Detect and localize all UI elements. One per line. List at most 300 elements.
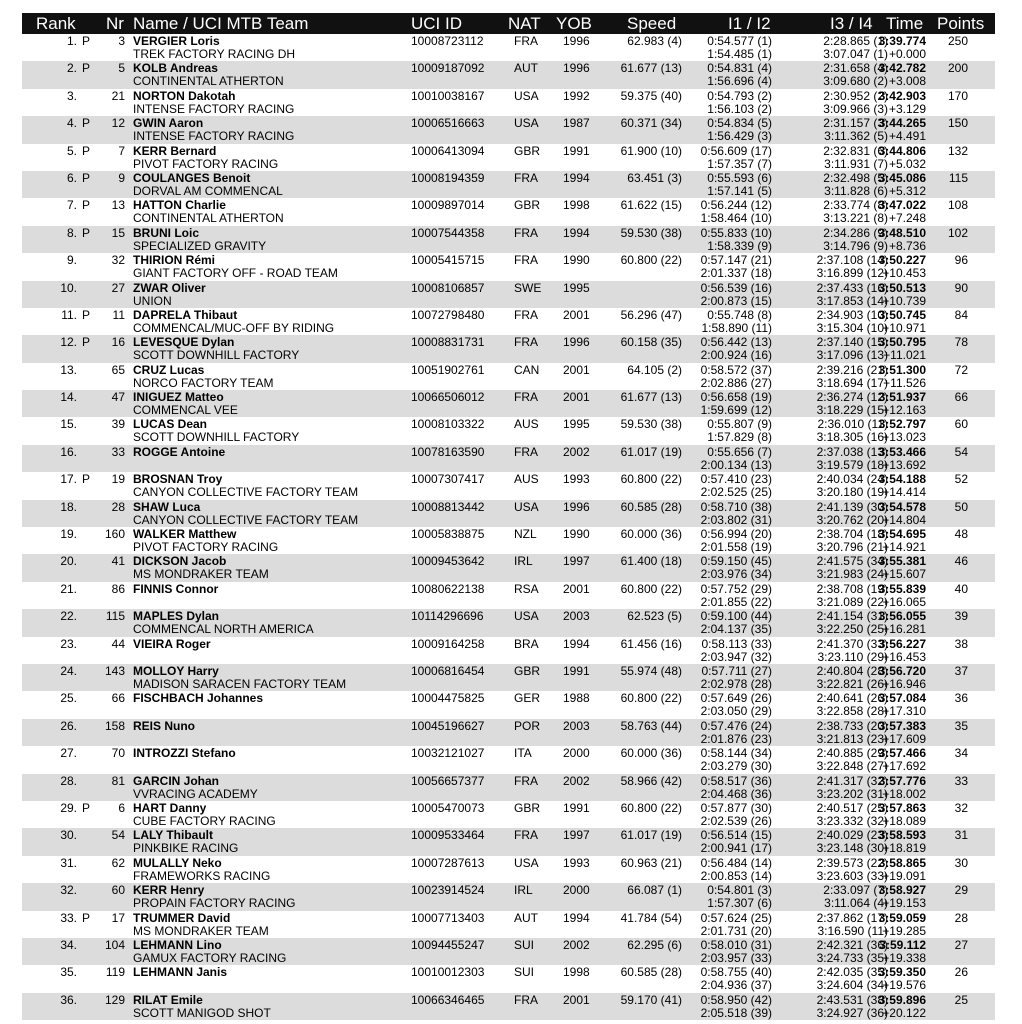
bib-number: 3 xyxy=(118,34,125,48)
split-i3: 2:32.498 (5) xyxy=(823,170,888,185)
finish-time: 3:57.776 xyxy=(878,773,926,788)
points-value: 78 xyxy=(954,335,968,350)
split-i3: 2:41.139 (30) xyxy=(816,499,888,514)
points-value: 34 xyxy=(954,746,968,761)
split-i1: 0:56.539 (16) xyxy=(700,280,772,295)
rider-name: BRUNI Loic xyxy=(133,225,199,240)
split-i1: 0:58.710 (38) xyxy=(700,499,772,514)
time-gap: +19.338 xyxy=(882,950,926,965)
split-i2: 1:56.429 (3) xyxy=(707,129,772,144)
split-i2: 2:01.876 (23) xyxy=(700,731,772,746)
team-name: SCOTT MANIGOD SHOT xyxy=(133,1005,271,1020)
split-i2: 2:03.802 (31) xyxy=(700,512,772,527)
year-of-birth: 2002 xyxy=(563,773,590,788)
rider-name: LUCAS Dean xyxy=(133,417,208,432)
rank-cell: 36. xyxy=(60,992,77,1007)
rank-cell: 4. xyxy=(66,116,77,131)
split-i3: 2:30.952 (2) xyxy=(823,88,888,103)
table-row xyxy=(22,89,995,116)
finish-time: 3:51.300 xyxy=(878,362,926,377)
time-gap: +17.310 xyxy=(882,704,926,719)
time-gap: +19.285 xyxy=(882,923,926,938)
rank-cell: 17. xyxy=(60,472,77,487)
table-row xyxy=(22,911,995,938)
team-name: NORCO FACTORY TEAM xyxy=(133,375,274,390)
table-row xyxy=(22,116,995,143)
rank-cell: 27. xyxy=(60,746,77,761)
rider-name: KERR Bernard xyxy=(133,143,217,158)
split-i1: 0:57.649 (26) xyxy=(700,691,772,706)
speed-value: 58.763 (44) xyxy=(620,718,682,733)
split-i2: 2:00.924 (16) xyxy=(700,348,772,363)
points-value: 27 xyxy=(954,937,968,952)
table-row xyxy=(22,554,995,581)
split-i2: 2:04.936 (37) xyxy=(700,978,772,993)
split-i1: 0:54.801 (3) xyxy=(707,883,772,898)
split-i1: 0:57.410 (23) xyxy=(700,472,772,487)
nationality: FRA xyxy=(514,828,538,843)
table-row xyxy=(22,582,995,609)
table-row xyxy=(22,746,995,773)
finish-time: 3:57.084 xyxy=(878,691,926,706)
split-i2: 1:59.699 (12) xyxy=(700,403,772,418)
priority-flag: P xyxy=(82,34,91,48)
year-of-birth: 2000 xyxy=(563,746,590,761)
year-of-birth: 2001 xyxy=(563,581,590,596)
split-i4: 3:22.848 (27) xyxy=(816,759,888,774)
finish-time: 3:56.055 xyxy=(878,609,926,624)
bib-number: 86 xyxy=(111,581,125,596)
bib-number: 70 xyxy=(111,746,125,761)
speed-value: 60.800 (22) xyxy=(620,253,682,268)
nationality: POR xyxy=(514,718,541,733)
speed-value: 66.087 (1) xyxy=(627,883,682,898)
year-of-birth: 1998 xyxy=(563,965,590,980)
speed-value: 55.974 (48) xyxy=(620,663,682,678)
speed-value: 59.375 (40) xyxy=(620,88,682,103)
uci-id: 10114296696 xyxy=(411,609,484,624)
points-value: 26 xyxy=(954,965,968,980)
split-i1: 0:58.950 (42) xyxy=(700,992,772,1007)
split-i1: 0:57.752 (29) xyxy=(700,581,772,596)
split-i1: 0:57.147 (21) xyxy=(700,253,772,268)
year-of-birth: 1996 xyxy=(563,499,590,514)
nationality: AUS xyxy=(514,417,539,432)
split-i4: 3:16.590 (11) xyxy=(817,923,888,938)
priority-flag: P xyxy=(82,61,91,76)
rank-cell: 15. xyxy=(60,417,77,432)
finish-time: 3:51.937 xyxy=(878,390,926,405)
speed-value: 41.784 (54) xyxy=(620,910,682,925)
split-i4: 3:16.899 (12) xyxy=(816,266,888,281)
speed-value: 59.530 (38) xyxy=(620,225,682,240)
bib-number: 60 xyxy=(111,883,125,898)
nationality: BRA xyxy=(514,636,539,651)
uci-id: 10009453642 xyxy=(411,554,485,569)
rider-name: THIRION Rémi xyxy=(133,253,216,268)
team-name: CONTINENTAL ATHERTON xyxy=(133,74,284,89)
finish-time: 3:44.806 xyxy=(878,143,926,158)
nationality: NZL xyxy=(514,527,537,542)
rank-cell: 21. xyxy=(60,581,77,596)
rank-cell: 31. xyxy=(60,855,77,870)
nationality: GBR xyxy=(514,663,541,678)
rank-cell: 18. xyxy=(60,499,77,514)
split-i3: 2:37.108 (14) xyxy=(816,253,888,268)
split-i1: 0:54.793 (2) xyxy=(707,88,772,103)
rank-cell: 12. xyxy=(60,335,77,350)
year-of-birth: 1995 xyxy=(563,417,590,432)
uci-id: 10023914524 xyxy=(411,883,485,898)
nationality: SUI xyxy=(514,937,535,952)
uci-id: 10009164258 xyxy=(411,636,485,651)
nationality: FRA xyxy=(514,170,538,185)
points-value: 90 xyxy=(954,280,968,295)
uci-id: 10005470073 xyxy=(411,800,485,815)
uci-id: 10009897014 xyxy=(411,198,485,213)
split-i3: 2:42.321 (36) xyxy=(816,937,888,952)
header-rank: Rank xyxy=(36,14,76,33)
finish-time: 3:54.695 xyxy=(878,527,926,542)
table-row xyxy=(22,144,995,171)
finish-time: 3:57.466 xyxy=(878,746,926,761)
uci-id: 10008723112 xyxy=(411,34,484,48)
table-row xyxy=(22,253,995,280)
uci-id: 10094455247 xyxy=(411,937,485,952)
rank-cell: 13. xyxy=(60,362,77,377)
time-gap: +5.032 xyxy=(888,156,926,171)
time-gap: +14.921 xyxy=(882,540,926,555)
table-row xyxy=(22,801,995,828)
split-i4: 3:19.579 (18) xyxy=(816,457,888,472)
finish-time: 3:56.720 xyxy=(878,663,926,678)
split-i1: 0:58.113 (33) xyxy=(701,636,772,651)
priority-flag: P xyxy=(82,143,91,158)
split-i3: 2:34.903 (10) xyxy=(816,307,888,322)
split-i4: 3:09.680 (2) xyxy=(823,74,888,89)
header-yob: YOB xyxy=(556,14,592,33)
rider-name: RILAT Emile xyxy=(133,992,203,1007)
points-value: 30 xyxy=(954,855,968,870)
split-i4: 3:21.089 (22) xyxy=(816,594,888,609)
rider-name: INIGUEZ Matteo xyxy=(133,390,224,405)
split-i2: 2:02.525 (25) xyxy=(700,485,772,500)
finish-time: 3:59.112 xyxy=(879,937,926,952)
bib-number: 65 xyxy=(111,362,125,377)
split-i2: 2:00.941 (17) xyxy=(700,841,772,856)
rider-name: MAPLES Dylan xyxy=(133,609,220,624)
time-gap: +16.946 xyxy=(882,676,926,691)
split-i2: 2:02.886 (27) xyxy=(700,375,772,390)
split-i1: 0:57.624 (25) xyxy=(700,910,772,925)
table-row xyxy=(22,691,995,718)
points-value: 31 xyxy=(954,828,968,843)
bib-number: 27 xyxy=(111,280,125,295)
rank-cell: 29. xyxy=(60,800,77,815)
speed-value: 61.900 (10) xyxy=(620,143,682,158)
team-name: FRAMEWORKS RACING xyxy=(133,868,271,883)
split-i1: 0:57.877 (30) xyxy=(700,800,772,815)
points-value: 38 xyxy=(954,636,968,651)
priority-flag: P xyxy=(82,307,91,322)
points-value: 66 xyxy=(954,390,968,405)
time-gap: +10.453 xyxy=(882,266,926,281)
speed-value: 60.158 (35) xyxy=(620,335,682,350)
split-i4: 3:18.229 (15) xyxy=(816,403,888,418)
speed-value: 56.296 (47) xyxy=(620,307,682,322)
finish-time: 3:58.927 xyxy=(878,883,926,898)
finish-time: 3:53.466 xyxy=(878,444,926,459)
header-speed: Speed xyxy=(627,14,677,33)
nationality: FRA xyxy=(514,34,538,48)
rank-cell: 19. xyxy=(60,527,77,542)
split-i2: 1:58.339 (9) xyxy=(707,238,772,253)
time-gap: +5.312 xyxy=(888,183,926,198)
results-table xyxy=(22,13,995,1020)
points-value: 96 xyxy=(954,253,968,268)
split-i3: 2:28.865 (1) xyxy=(823,34,888,48)
split-i4: 3:24.604 (34) xyxy=(816,978,888,993)
split-i3: 2:38.733 (20) xyxy=(816,718,888,733)
table-row xyxy=(22,308,995,335)
split-i2: 2:02.539 (26) xyxy=(700,813,772,828)
rider-name: VIEIRA Roger xyxy=(133,636,211,651)
finish-time: 3:58.593 xyxy=(878,828,926,843)
team-name: PROPAIN FACTORY RACING xyxy=(133,896,296,911)
speed-value: 62.983 (4) xyxy=(627,34,682,48)
split-i4: 3:09.966 (3) xyxy=(823,101,888,116)
speed-value: 62.295 (6) xyxy=(627,937,682,952)
header-i1-i2: I1 / I2 xyxy=(728,14,771,33)
finish-time: 3:39.774 xyxy=(878,34,926,48)
finish-time: 3:52.797 xyxy=(878,417,926,432)
table-row xyxy=(22,527,995,554)
time-gap: +10.739 xyxy=(882,293,926,308)
split-i4: 3:22.858 (28) xyxy=(816,704,888,719)
rank-cell: 28. xyxy=(60,773,77,788)
split-i3: 2:37.862 (17) xyxy=(816,910,888,925)
uci-id: 10066346465 xyxy=(411,992,485,1007)
split-i3: 2:40.517 (25) xyxy=(816,800,888,815)
speed-value: 60.800 (22) xyxy=(620,800,682,815)
nationality: ITA xyxy=(514,746,532,761)
bib-number: 41 xyxy=(111,554,125,569)
team-name: INTENSE FACTORY RACING xyxy=(133,101,295,116)
uci-id: 10080622138 xyxy=(411,581,485,596)
uci-id: 10072798480 xyxy=(411,307,485,322)
table-header xyxy=(22,13,995,34)
nationality: RSA xyxy=(514,581,539,596)
time-gap: +19.576 xyxy=(882,978,926,993)
team-name: PIVOT FACTORY RACING xyxy=(133,540,279,555)
rank-cell: 26. xyxy=(60,718,77,733)
split-i1: 0:54.834 (5) xyxy=(707,116,772,131)
rank-cell: 14. xyxy=(60,390,77,405)
priority-flag: P xyxy=(82,472,91,487)
nationality: GBR xyxy=(514,800,541,815)
split-i1: 0:54.831 (4) xyxy=(707,61,772,76)
bib-number: 54 xyxy=(111,828,125,843)
split-i3: 2:31.157 (3) xyxy=(823,116,888,131)
bib-number: 62 xyxy=(111,855,125,870)
points-value: 60 xyxy=(954,417,968,432)
uci-id: 10007307417 xyxy=(411,472,485,487)
nationality: FRA xyxy=(514,335,538,350)
nationality: FRA xyxy=(514,444,538,459)
finish-time: 3:59.896 xyxy=(878,992,926,1007)
uci-id: 10008106857 xyxy=(411,280,485,295)
points-value: 37 xyxy=(954,663,968,678)
time-gap: +15.607 xyxy=(882,567,926,582)
split-i2: 2:02.978 (28) xyxy=(700,676,772,691)
year-of-birth: 1995 xyxy=(563,280,590,295)
time-gap: +13.023 xyxy=(882,430,926,445)
rank-cell: 22. xyxy=(60,609,77,624)
rank-cell: 24. xyxy=(60,663,77,678)
table-row xyxy=(22,281,995,308)
split-i2: 2:01.731 (20) xyxy=(700,923,772,938)
points-value: 52 xyxy=(954,472,968,487)
time-gap: +14.804 xyxy=(882,512,926,527)
split-i3: 2:32.831 (6) xyxy=(823,143,888,158)
table-row xyxy=(22,856,995,883)
table-row xyxy=(22,993,995,1020)
uci-id: 10032121027 xyxy=(411,746,485,761)
split-i2: 1:58.890 (11) xyxy=(701,320,772,335)
split-i2: 2:01.558 (19) xyxy=(700,540,772,555)
bib-number: 81 xyxy=(111,773,125,788)
points-value: 115 xyxy=(948,170,968,185)
split-i4: 3:23.202 (31) xyxy=(816,786,888,801)
points-value: 150 xyxy=(947,116,968,131)
time-gap: +16.065 xyxy=(882,594,926,609)
header-name-team: Name / UCI MTB Team xyxy=(133,14,309,33)
finish-time: 3:58.865 xyxy=(878,855,926,870)
split-i2: 2:03.050 (29) xyxy=(700,704,772,719)
split-i4: 3:14.796 (9) xyxy=(823,238,888,253)
year-of-birth: 1997 xyxy=(563,554,590,569)
uci-id: 10007713403 xyxy=(411,910,485,925)
rider-name: FISCHBACH Johannes xyxy=(133,691,264,706)
year-of-birth: 1998 xyxy=(563,198,590,213)
bib-number: 16 xyxy=(111,335,125,350)
finish-time: 3:44.265 xyxy=(878,116,926,131)
split-i2: 1:58.464 (10) xyxy=(700,211,772,226)
uci-id: 10007287613 xyxy=(411,855,485,870)
rider-name: NORTON Dakotah xyxy=(133,88,236,103)
team-name: MS MONDRAKER TEAM xyxy=(133,567,269,582)
split-i1: 0:56.658 (19) xyxy=(700,390,772,405)
split-i3: 2:37.038 (13) xyxy=(816,444,888,459)
bib-number: 47 xyxy=(111,390,125,405)
time-gap: +7.248 xyxy=(888,211,926,226)
split-i2: 2:03.279 (30) xyxy=(700,759,772,774)
bib-number: 129 xyxy=(104,992,125,1007)
nationality: SUI xyxy=(514,965,535,980)
bib-number: 13 xyxy=(111,198,125,213)
split-i3: 2:40.029 (23) xyxy=(816,828,888,843)
finish-time: 3:55.839 xyxy=(878,581,926,596)
split-i1: 0:55.656 (7) xyxy=(707,444,772,459)
nationality: AUT xyxy=(514,61,538,76)
points-value: 28 xyxy=(954,910,968,925)
table-row xyxy=(22,417,995,444)
time-gap: +3.129 xyxy=(888,101,926,116)
uci-id: 10005838875 xyxy=(411,527,485,542)
split-i4: 3:07.047 (1) xyxy=(823,47,888,61)
split-i4: 3:20.180 (19) xyxy=(816,485,888,500)
bib-number: 12 xyxy=(111,116,125,131)
rider-name: LEHMANN Lino xyxy=(133,937,222,952)
team-name: TREK FACTORY RACING DH xyxy=(133,47,296,61)
year-of-birth: 2000 xyxy=(563,883,590,898)
team-name: PIVOT FACTORY RACING xyxy=(133,156,279,171)
split-i1: 0:58.517 (36) xyxy=(700,773,772,788)
priority-flag: P xyxy=(82,225,91,240)
split-i3: 2:34.286 (9) xyxy=(823,225,888,240)
split-i1: 0:58.755 (40) xyxy=(700,965,772,980)
team-name: GAMUX FACTORY RACING xyxy=(133,950,287,965)
uci-id: 10066506012 xyxy=(411,390,485,405)
priority-flag: P xyxy=(82,170,91,185)
split-i1: 0:58.010 (31) xyxy=(700,937,772,952)
finish-time: 3:54.578 xyxy=(878,499,926,514)
rider-name: MOLLOY Harry xyxy=(133,663,219,678)
points-value: 33 xyxy=(954,773,968,788)
split-i3: 2:33.097 (7) xyxy=(823,883,888,898)
year-of-birth: 2001 xyxy=(563,390,590,405)
split-i2: 1:57.141 (5) xyxy=(707,183,772,198)
time-gap: +16.453 xyxy=(882,649,926,664)
nationality: IRL xyxy=(514,883,533,898)
split-i4: 3:24.733 (35) xyxy=(816,950,888,965)
bib-number: 32 xyxy=(111,253,125,268)
speed-value: 61.677 (13) xyxy=(620,390,682,405)
time-gap: +12.163 xyxy=(882,403,926,418)
split-i4: 3:11.064 (4) xyxy=(824,896,888,911)
priority-flag: P xyxy=(82,198,91,213)
uci-id: 10009533464 xyxy=(411,828,485,843)
nationality: FRA xyxy=(514,225,538,240)
year-of-birth: 2002 xyxy=(563,444,590,459)
table-row xyxy=(22,171,995,198)
split-i2: 1:56.103 (2) xyxy=(707,101,772,116)
split-i3: 2:33.774 (8) xyxy=(823,198,888,213)
bib-number: 115 xyxy=(105,609,125,624)
rank-cell: 20. xyxy=(60,554,77,569)
split-i4: 3:21.813 (23) xyxy=(816,731,888,746)
split-i2: 1:57.357 (7) xyxy=(707,156,772,171)
nationality: AUT xyxy=(514,910,538,925)
split-i4: 3:23.332 (32) xyxy=(816,813,888,828)
rider-name: BROSNAN Troy xyxy=(133,472,223,487)
time-gap: +20.122 xyxy=(882,1005,926,1020)
year-of-birth: 1996 xyxy=(563,335,590,350)
header-points: Points xyxy=(937,14,985,33)
rank-cell: 25. xyxy=(60,691,77,706)
bib-number: 143 xyxy=(104,663,125,678)
year-of-birth: 2003 xyxy=(563,609,590,624)
year-of-birth: 2001 xyxy=(563,992,590,1007)
points-value: 35 xyxy=(954,718,968,733)
speed-value: 60.371 (34) xyxy=(620,116,682,131)
rider-name: MULALLY Neko xyxy=(133,855,222,870)
speed-value: 59.170 (41) xyxy=(620,992,682,1007)
split-i2: 2:03.947 (32) xyxy=(700,649,772,664)
rank-cell: 1. xyxy=(66,34,77,48)
finish-time: 3:50.227 xyxy=(878,253,926,268)
table-row xyxy=(22,363,995,390)
